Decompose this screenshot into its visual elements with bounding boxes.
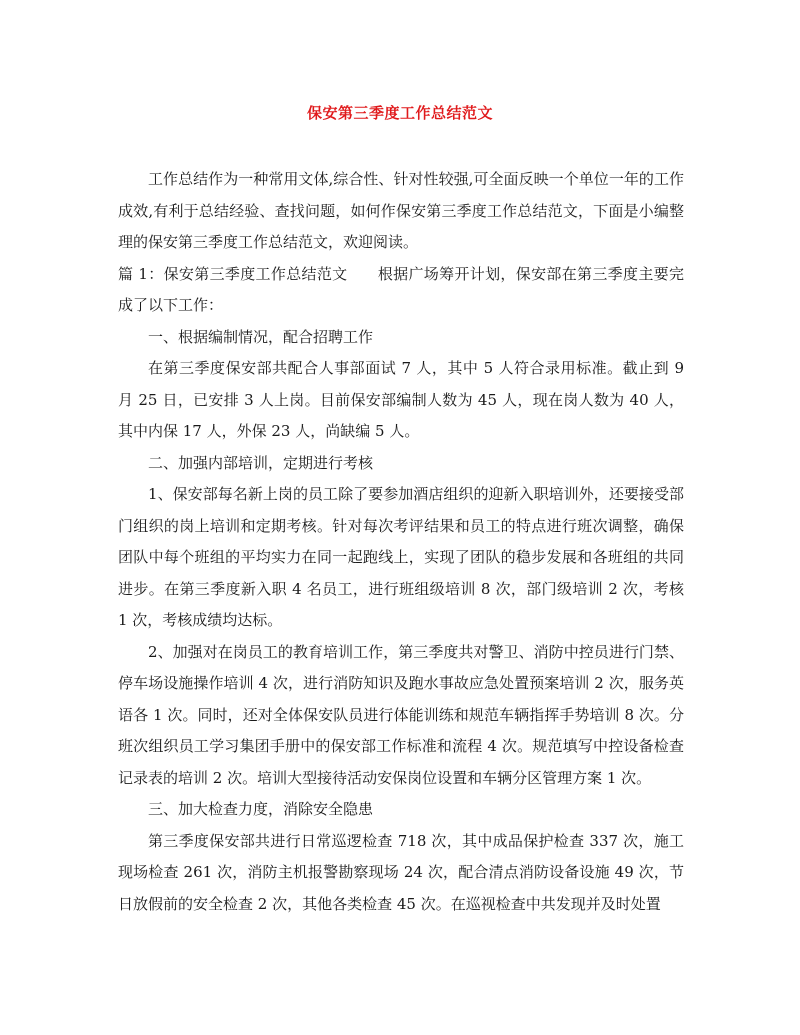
section-2-item-1: 1、保安部每名新上岗的员工除了要参加酒店组织的迎新入职培训外，还要接受部门组织的岗上培训和定期考核。针对每次考评结果和员工的特点进行班次调整，确保团队中每个班组的平均实力在同一起跑线上，实现了团队的稳步发展和各班组的共同进步。在第三季度新入职 4 名员工，进行班组级培训 8 次，部门级培训 2 次，考核 1 次，考核成绩均达标。 xyxy=(118,485,684,629)
section-1-paragraph: 在第三季度保安部共配合人事部面试 7 人，其中 5 人符合录用标准。截止到 9 月 25 日，已安排 3 人上岗。目前保安部编制人数为 45 人，现在岗人数为 40 人，其中内保 17 人，外保 23 人，尚缺编 5 人。 xyxy=(118,359,684,440)
document-body xyxy=(118,164,684,920)
section-1-heading: 一、根据编制情况，配合招聘工作 xyxy=(148,327,374,346)
article-lead: 根据广场筹开计划，保安部在第三季度主要完成了以下工作： xyxy=(118,264,684,314)
article-label: 篇 1：保安第三季度工作总结范文 xyxy=(118,264,348,283)
article-heading-line xyxy=(118,259,684,322)
intro-paragraph: 工作总结作为一种常用文体,综合性、针对性较强,可全面反映一个单位一年的工作成效,有利于总结经验、查找问题，如何作保安第三季度工作总结范文，下面是小编整理的保安第三季度工作总结范文，欢迎阅读。 xyxy=(118,170,684,251)
section-2-heading: 二、加强内部培训，定期进行考核 xyxy=(148,453,374,472)
section-3-heading: 三、加大检查力度，消除安全隐患 xyxy=(148,800,374,818)
document-title: 保安第三季度工作总结范文 xyxy=(306,104,493,122)
section-2-item-2: 2、加强对在岗员工的教育培训工作，第三季度共对警卫、消防中控员进行门禁、停车场设施操作培训 4 次，进行消防知识及跑水事故应急处置预案培训 2 次，服务英语各 1 次。同时，还对全体保安队员进行体能训练和规范车辆指挥手势培训 8 次。分班次组织员工学习集团手册中的保安部工作标准和流程 4 次。规范填写中控设备检查记录表的培训 2 次。培训大型接待活动安保岗位设置和车辆分区管理方案 1 次。 xyxy=(118,642,684,787)
section-3-paragraph: 第三季度保安部共进行日常巡逻检查 718 次，其中成品保护检查 337 次，施工现场检查 261 次，消防主机报警勘察现场 24 次，配合清点消防设备设施 49 次，节日放假前的安全检查 2 次，其他各类检查 45 次。在巡视检查中共发现并及时处置 xyxy=(118,831,684,913)
